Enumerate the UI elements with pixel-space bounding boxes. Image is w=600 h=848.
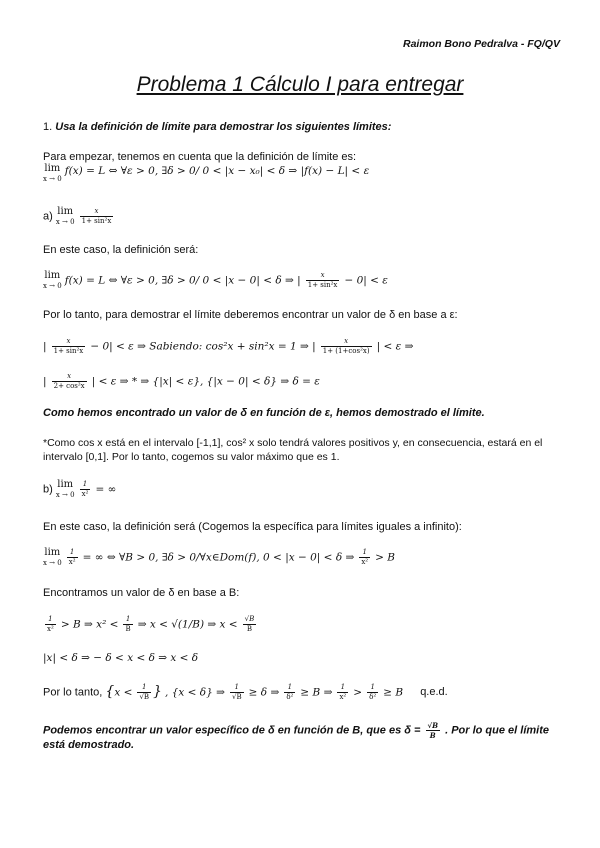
therefore-text: Por lo tanto, <box>43 686 103 699</box>
part-b-chain <box>43 615 258 634</box>
fraction: $\frac{1}{\text{x²}}$ <box>68 548 76 566</box>
formula-part: | < ε ⇒ * ⇒ {|x| < ε}, {|x − 0| < δ} ⇒ δ = ε <box>91 375 320 388</box>
formula-part: > <box>353 686 363 699</box>
fraction: $\frac{√B}{B}$ <box>427 721 439 740</box>
formula-part: Podemos encontrar un valor específico de δ en función de B, que es δ = <box>43 724 421 737</box>
limit-operator: lim x → 0 <box>55 206 75 226</box>
part-b-statement <box>43 480 116 500</box>
formula-part: − 0| < ε ⇒ Sabiendo: cos²x + sin²x = 1 ⇒ | <box>90 340 316 353</box>
question-text: Usa la definición de límite para demostrar los siguientes límites: <box>55 121 392 133</box>
definition-formula: f(x) = L ⇔ ∀ε > 0, ∃δ > 0/ 0 < |x − x₀| < δ ⇒ |f(x) − L| < ε <box>64 165 370 177</box>
part-b-definition <box>43 548 395 568</box>
formula-part: > B ⇒ x² < <box>60 618 119 631</box>
fraction: $\frac{1}{\text{δ²}}$ <box>369 683 377 701</box>
part-b-label: b) <box>43 483 53 496</box>
footnote-line-2: intervalo [0,1]. Por lo tanto, cogemos su valor máximo que es 1. <box>43 451 340 463</box>
limit-operator: lim x → 0 <box>43 547 62 567</box>
formula-part: . Por lo que el límite <box>445 724 550 737</box>
formula-part: − 0| < ε <box>344 274 388 287</box>
limit-definition <box>43 164 369 184</box>
fraction: $\frac{1}{\text{x²}}$ <box>81 480 89 498</box>
part-a-intro: En este caso, la definición será: <box>43 244 199 256</box>
part-b-inequality <box>43 651 198 665</box>
fraction: $\frac{1}{√B}$ <box>231 683 242 701</box>
part-a-step-1 <box>43 337 413 356</box>
page-title: Problema 1 Cálculo I para entregar <box>136 73 464 96</box>
part-a-label: a) <box>43 210 53 223</box>
fraction: $\frac{1}{\text{x²}}$ <box>339 683 347 701</box>
fraction: $\frac{x}{\text{1+ sin²x}}$ <box>53 337 84 355</box>
formula-part: |x| < δ ⇒ − δ < x < δ ⇒ x < δ <box>43 652 199 664</box>
part-a-step-2 <box>43 372 320 391</box>
formula-part: = ∞ <box>95 483 117 496</box>
part-b-find: Encontramos un valor de δ en base a B: <box>43 587 240 599</box>
part-a-definition <box>43 271 388 291</box>
qed-text: q.e.d. <box>420 686 448 699</box>
part-a-conclusion: Como hemos encontrado un valor de δ en función de ε, hemos demostrado el límite. <box>43 407 485 419</box>
part-a-statement <box>43 207 115 227</box>
fraction: $\frac{x}{\text{1+ sin²x}}$ <box>81 207 112 225</box>
fraction: $\frac{x}{\text{2+ cos²x}}$ <box>53 372 85 390</box>
fraction: $\frac{x}{\text{1+ (1+cos²x)}}$ <box>322 337 370 355</box>
question-1-instruction <box>43 120 391 134</box>
fraction: $\frac{1}{\text{x²}}$ <box>361 548 369 566</box>
fraction: $\frac{√B}{B}$ <box>244 615 255 633</box>
part-b-therefore: Por lo tanto, {x < $\frac{1}{√B}$ } , {x < δ} ⇒ $\frac{1}{√B}$ ≥ δ ⇒ $\frac{1}{\text{δ²}}$ ≥ B ⇒ $\frac{1}{\text{x²}}$ > $\frac{1}{\text{δ²}}$ ≥ B q.e.d. <box>43 683 448 701</box>
formula-part: | <box>43 340 47 353</box>
formula-part: > B <box>375 551 396 564</box>
part-b-intro: En este caso, la definición será (Cogemos la específica para límites iguales a infinito): <box>43 521 462 533</box>
question-number: 1. <box>43 121 53 133</box>
formula-part: | <box>43 375 47 388</box>
formula-part: | < ε ⇒ <box>376 340 414 353</box>
fraction: $\frac{1}{√B}$ <box>139 683 150 701</box>
formula-part: ≥ B <box>383 686 404 699</box>
limit-operator: lim x → 0 <box>43 163 62 183</box>
limit-operator: lim x → 0 <box>43 270 62 290</box>
intro-text: Para empezar, tenemos en cuenta que la definición de límite es: <box>43 151 357 163</box>
formula-part: ⇒ x < √(1/B) ⇒ x < <box>137 618 238 631</box>
fraction: $\frac{1}{\text{x²}}$ <box>47 615 54 633</box>
fraction: $\frac{x}{\text{1+ sin²x}}$ <box>307 271 338 289</box>
part-a-text: Por lo tanto, para demostrar el límite deberemos encontrar un valor de δ en base a ε: <box>43 309 458 321</box>
formula-part: ≥ B ⇒ <box>300 686 333 699</box>
formula-part: ≥ δ ⇒ <box>248 686 280 699</box>
limit-operator: lim x → 0 <box>55 479 75 499</box>
formula-part: , {x < δ} ⇒ <box>165 686 225 699</box>
footnote-line-1: *Como cos x está en el intervalo [-1,1], cos² x solo tendrá valores positivos y, en consecuencia, estará en el <box>43 437 543 449</box>
part-b-conclusion-line-2: está demostrado. <box>43 739 135 751</box>
fraction: $\frac{1}{B}$ <box>125 615 131 633</box>
fraction: $\frac{1}{\text{δ²}}$ <box>286 683 294 701</box>
author-header: Raimon Bono Pedralva - FQ/QV <box>403 38 560 50</box>
formula-part: f(x) = L ⇔ ∀ε > 0, ∃δ > 0/ 0 < |x − 0| < δ ⇒ | <box>64 274 301 287</box>
formula-part: = ∞ ⇔ ∀B > 0, ∃δ > 0/∀x∈Dom(f), 0 < |x − 0| < δ ⇒ <box>82 551 355 564</box>
